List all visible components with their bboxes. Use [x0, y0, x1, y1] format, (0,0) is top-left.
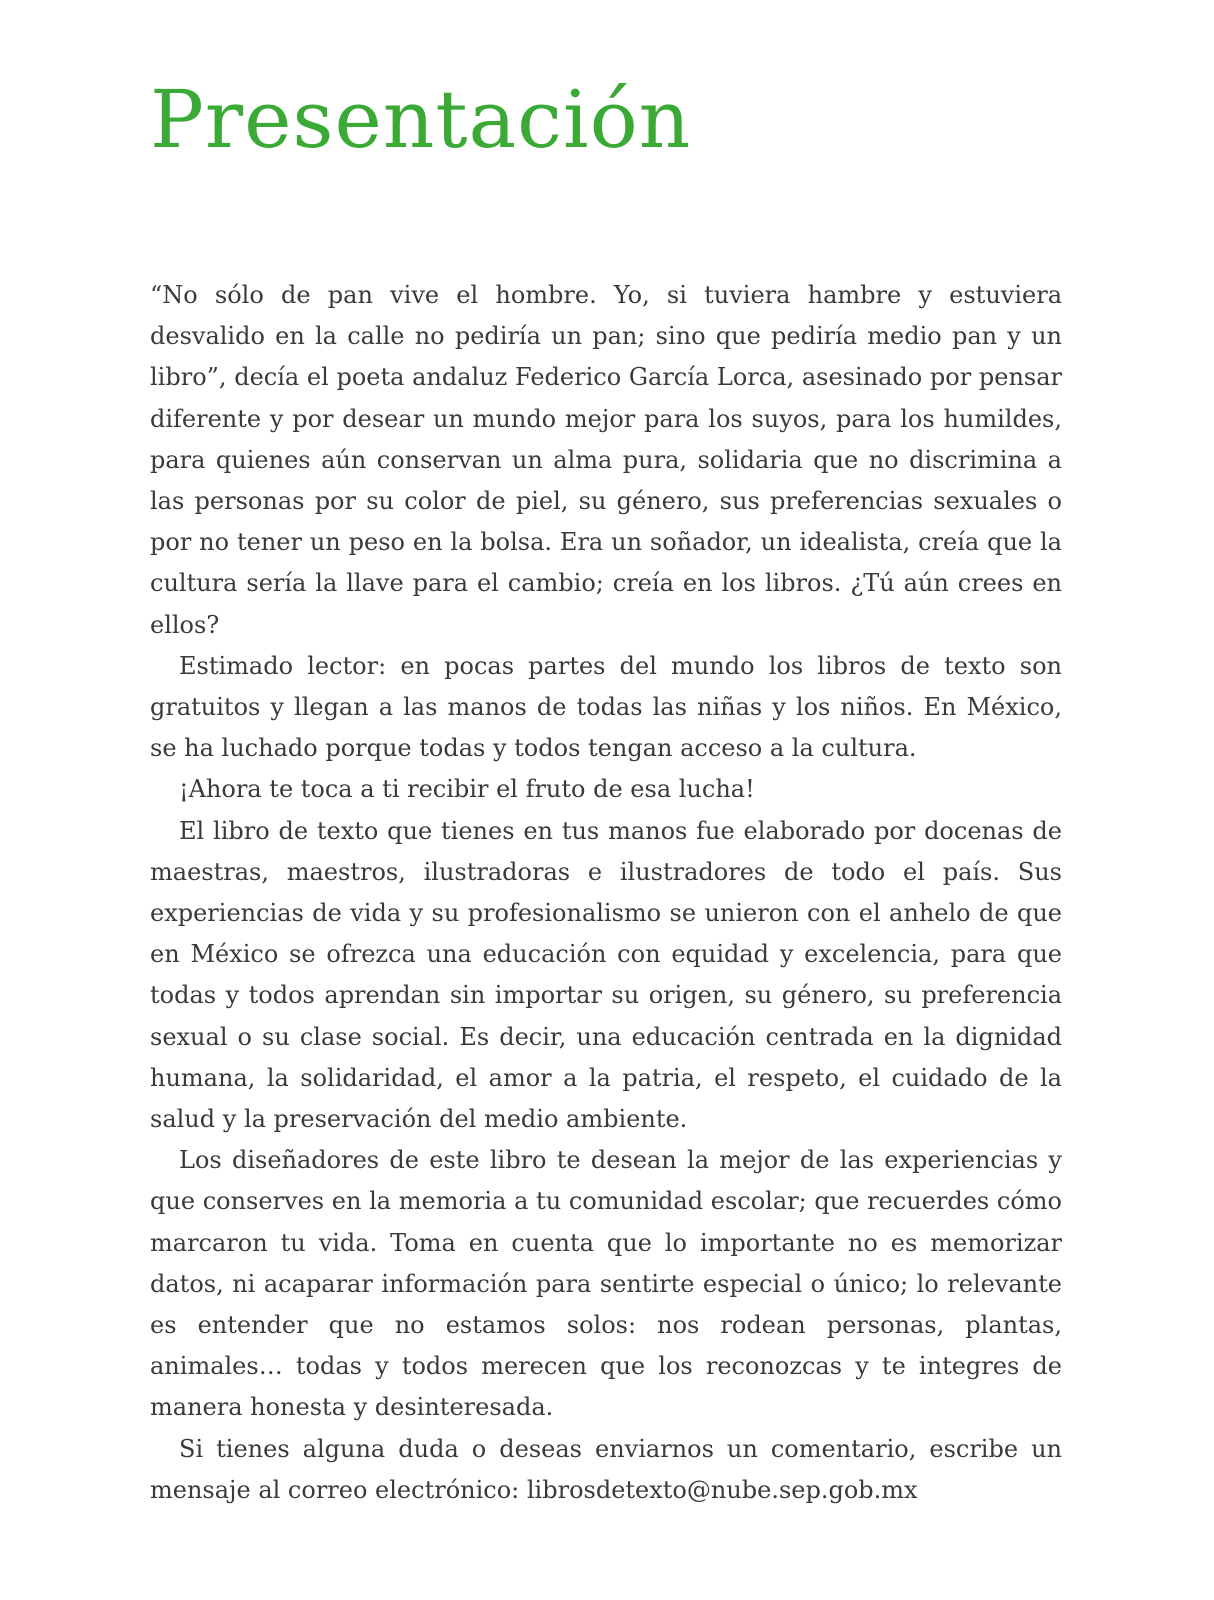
paragraph-estimado-lector: Estimado lector: en pocas partes del mundo los libros de texto son gratuitos y llegan a las manos de todas las niñas y los niños. En México, se ha luchado porque todas y todos tengan acceso a la cultura. — [150, 651, 1062, 763]
paragraph-libro-de-texto: El libro de texto que tienes en tus manos fue elaborado por docenas de maestras, maestros, ilustradoras e ilustradores de todo el país. Sus experiencias de vida y su profesionalismo se unieron con el anhelo de que en México se ofrezca una educación con equidad y excelencia, para que todas y todos aprendan sin importar su origen, su género, su preferencia sexual o su clase social. Es decir, una educación centrada en la dignidad humana, la solidaridad, el amor a la patria, el respeto, el cuidado de la salud y la preservación del medio ambiente. — [150, 816, 1062, 1134]
presentation-body — [150, 275, 1062, 1511]
paragraph-disenadores: Los diseñadores de este libro te desean la mejor de las experiencias y que conserves en la memoria a tu comunidad escolar; que recuerdes cómo marcaron tu vida. Toma en cuenta que lo importante no es memorizar datos, ni acaparar información para sentirte especial o único; lo relevante es entender que no estamos solos: nos rodean personas, plantas, animales… todas y todos merecen que los reconozcas y te integres de manera honesta y desinteresada. — [150, 1146, 1062, 1422]
paragraph-quote: “No sólo de pan vive el hombre. Yo, si tuviera hambre y estuviera desvalido en la calle no pediría un pan; sino que pediría medio pan y un libro”, decía el poeta andaluz Federico García Lorca, asesinado por pensar diferente y por desear un mundo mejor para los suyos, para los humildes, para quienes aún conservan un alma pura, solidaria que no discrimina a las personas por su color de piel, su género, sus preferencias sexuales o por no tener un peso en la bolsa. Era un soñador, un idealista, creía que la cultura sería la llave para el cambio; creía en los libros. ¿Tú aún crees en ellos? — [150, 281, 1062, 639]
paragraph-exclamation: ¡Ahora te toca a ti recibir el fruto de esa lucha! — [179, 775, 755, 804]
paragraph-contacto: Si tienes alguna duda o deseas enviarnos un comentario, escribe un mensaje al correo electrónico: librosdetexto@nube.sep.gob.mx — [150, 1434, 1062, 1504]
page-title: Presentación — [150, 73, 692, 166]
